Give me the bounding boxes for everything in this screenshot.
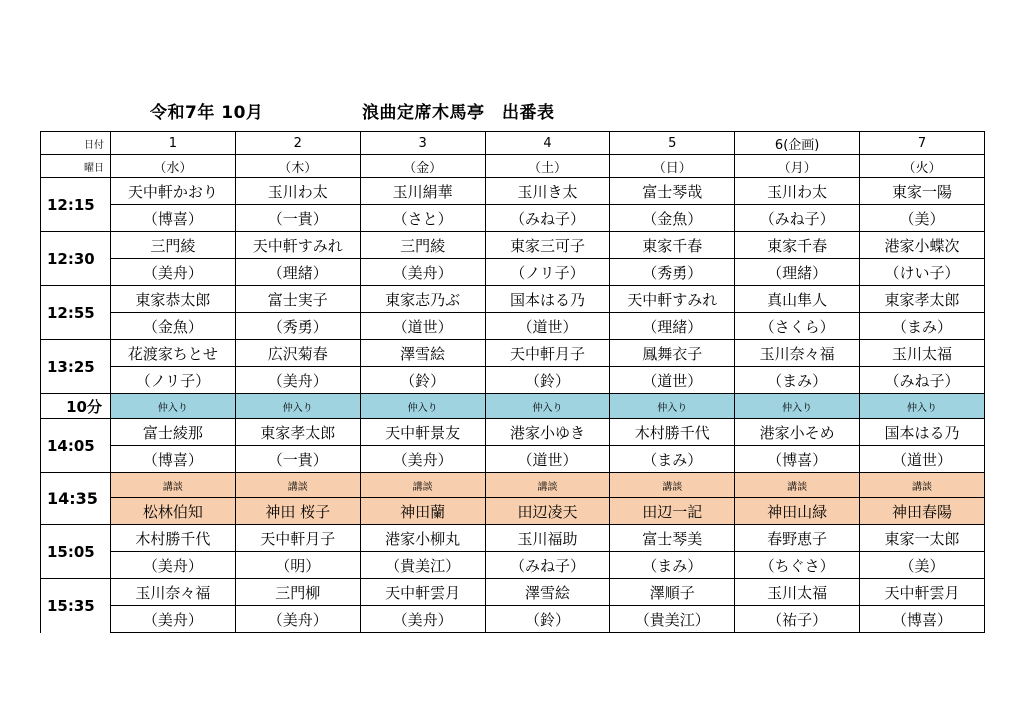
performer-name: 玉川太福 xyxy=(860,340,985,367)
date-cell: 2 xyxy=(235,132,360,155)
performer-name: 玉川絹華 xyxy=(360,178,485,205)
performer-name: 東家孝太郎 xyxy=(860,286,985,313)
accompanist-name: （明） xyxy=(235,552,360,579)
date-cell: 5 xyxy=(610,132,735,155)
kodan-label: 講談 xyxy=(111,473,236,498)
performer-name: 鳳舞衣子 xyxy=(610,340,735,367)
kodan-performer: 田辺一記 xyxy=(610,498,735,525)
kodan-performer: 神田春陽 xyxy=(860,498,985,525)
performer-name: 玉川奈々福 xyxy=(735,340,860,367)
intermission-cell: 仲入り xyxy=(735,394,860,419)
accompanist-name: （みね子） xyxy=(485,205,610,232)
intermission-label: 10分 xyxy=(41,394,111,419)
accompanist-name: （ノリ子） xyxy=(485,259,610,286)
accompanist-name: （美舟） xyxy=(360,606,485,633)
intermission-cell: 仲入り xyxy=(235,394,360,419)
accompanist-name: （まみ） xyxy=(735,367,860,394)
accompanist-name: （博喜） xyxy=(860,606,985,633)
accompanist-name: （美舟） xyxy=(360,446,485,473)
weekday-cell: （水） xyxy=(111,155,236,178)
accompanist-name: （美舟） xyxy=(111,259,236,286)
accompanist-name: （鈴） xyxy=(485,367,610,394)
kodan-label: 講談 xyxy=(235,473,360,498)
performer-name: 玉川わ太 xyxy=(235,178,360,205)
slot-row-names xyxy=(41,178,985,205)
accompanist-name: （みね子） xyxy=(485,552,610,579)
time-cell: 12:30 xyxy=(41,232,111,286)
performer-name: 天中軒月子 xyxy=(235,525,360,552)
weekday-cell: （日） xyxy=(610,155,735,178)
time-cell: 14:05 xyxy=(41,419,111,473)
performer-name: 澤雪絵 xyxy=(360,340,485,367)
accompanist-name: （貴美江） xyxy=(610,606,735,633)
performer-name: 天中軒かおり xyxy=(111,178,236,205)
slot-row-names xyxy=(41,286,985,313)
performer-name: 木村勝千代 xyxy=(111,525,236,552)
kodan-label: 講談 xyxy=(360,473,485,498)
weekday-cell: （月） xyxy=(735,155,860,178)
accompanist-name: （美） xyxy=(860,552,985,579)
accompanist-name: （道世） xyxy=(860,446,985,473)
accompanist-name: （博喜） xyxy=(111,446,236,473)
kodan-performer: 神田山緑 xyxy=(735,498,860,525)
accompanist-name: （ノリ子） xyxy=(111,367,236,394)
performer-name: 三門綾 xyxy=(111,232,236,259)
performer-name: 真山隼人 xyxy=(735,286,860,313)
kodan-row-names xyxy=(41,498,985,525)
kodan-performer: 田辺凌天 xyxy=(485,498,610,525)
accompanist-name: （さと） xyxy=(360,205,485,232)
time-cell: 12:55 xyxy=(41,286,111,340)
kodan-label: 講談 xyxy=(860,473,985,498)
performer-name: 玉川わ太 xyxy=(735,178,860,205)
performer-name: 春野恵子 xyxy=(735,525,860,552)
accompanist-name: （ちぐさ） xyxy=(735,552,860,579)
accompanist-name: （みね子） xyxy=(735,205,860,232)
accompanist-name: （理緒） xyxy=(610,313,735,340)
schedule-table xyxy=(40,131,985,633)
performer-name: 港家小ゆき xyxy=(485,419,610,446)
date-cell: 1 xyxy=(111,132,236,155)
accompanist-name: （美） xyxy=(860,205,985,232)
accompanist-name: （理緒） xyxy=(735,259,860,286)
accompanist-name: （理緒） xyxy=(235,259,360,286)
slot-row-names xyxy=(41,340,985,367)
performer-name: 東家千春 xyxy=(610,232,735,259)
performer-name: 東家孝太郎 xyxy=(235,419,360,446)
date-cell: 7 xyxy=(860,132,985,155)
intermission-row xyxy=(41,394,985,419)
performer-name: 三門柳 xyxy=(235,579,360,606)
intermission-cell: 仲入り xyxy=(360,394,485,419)
performer-name: 天中軒すみれ xyxy=(235,232,360,259)
date-cell: 4 xyxy=(485,132,610,155)
kodan-row-labels xyxy=(41,473,985,498)
accompanist-name: （一貴） xyxy=(235,446,360,473)
performer-name: 天中軒すみれ xyxy=(610,286,735,313)
performer-name: 東家千春 xyxy=(735,232,860,259)
accompanist-name: （鈴） xyxy=(485,606,610,633)
time-cell: 14:35 xyxy=(41,473,111,525)
slot-row-names xyxy=(41,232,985,259)
performer-name: 玉川太福 xyxy=(735,579,860,606)
date-cell: 6(企画) xyxy=(735,132,860,155)
accompanist-name: （貴美江） xyxy=(360,552,485,579)
time-cell: 13:25 xyxy=(41,340,111,394)
kodan-performer: 神田 桜子 xyxy=(235,498,360,525)
accompanist-name: （まみ） xyxy=(610,552,735,579)
weekday-label: 曜日 xyxy=(41,155,111,178)
slot-row-accompanist xyxy=(41,552,985,579)
performer-name: 東家志乃ぶ xyxy=(360,286,485,313)
performer-name: 澤雪絵 xyxy=(485,579,610,606)
performer-name: 天中軒景友 xyxy=(360,419,485,446)
accompanist-name: （みね子） xyxy=(860,367,985,394)
intermission-cell: 仲入り xyxy=(860,394,985,419)
performer-name: 木村勝千代 xyxy=(610,419,735,446)
performer-name: 東家一陽 xyxy=(860,178,985,205)
accompanist-name: （まみ） xyxy=(610,446,735,473)
accompanist-name: （美舟） xyxy=(111,606,236,633)
accompanist-name: （鈴） xyxy=(360,367,485,394)
performer-name: 富士琴美 xyxy=(610,525,735,552)
date-cell: 3 xyxy=(360,132,485,155)
slot-row-names xyxy=(41,525,985,552)
accompanist-name: （秀勇） xyxy=(610,259,735,286)
performer-name: 富士琴哉 xyxy=(610,178,735,205)
accompanist-name: （博喜） xyxy=(111,205,236,232)
performer-name: 富士綾那 xyxy=(111,419,236,446)
performer-name: 東家三可子 xyxy=(485,232,610,259)
accompanist-name: （道世） xyxy=(360,313,485,340)
accompanist-name: （さくら） xyxy=(735,313,860,340)
performer-name: 玉川奈々福 xyxy=(111,579,236,606)
accompanist-name: （美舟） xyxy=(111,552,236,579)
performer-name: 玉川福助 xyxy=(485,525,610,552)
weekday-cell: （火） xyxy=(860,155,985,178)
accompanist-name: （けい子） xyxy=(860,259,985,286)
performer-name: 東家恭太郎 xyxy=(111,286,236,313)
performer-name: 花渡家ちとせ xyxy=(111,340,236,367)
performer-name: 三門綾 xyxy=(360,232,485,259)
accompanist-name: （金魚） xyxy=(610,205,735,232)
accompanist-name: （一貴） xyxy=(235,205,360,232)
kodan-label: 講談 xyxy=(735,473,860,498)
month-title: 令和7年 10月 xyxy=(150,103,264,123)
accompanist-name: （金魚） xyxy=(111,313,236,340)
intermission-cell: 仲入り xyxy=(485,394,610,419)
accompanist-name: （道世） xyxy=(610,367,735,394)
accompanist-name: （まみ） xyxy=(860,313,985,340)
kodan-performer: 松林伯知 xyxy=(111,498,236,525)
slot-row-accompanist xyxy=(41,606,985,633)
slot-row-accompanist xyxy=(41,446,985,473)
accompanist-name: （美舟） xyxy=(235,367,360,394)
accompanist-name: （秀勇） xyxy=(235,313,360,340)
performer-name: 玉川き太 xyxy=(485,178,610,205)
weekday-cell: （金） xyxy=(360,155,485,178)
time-cell: 15:05 xyxy=(41,525,111,579)
weekday-cell: （木） xyxy=(235,155,360,178)
weekday-row xyxy=(41,155,985,178)
performer-name: 国本はる乃 xyxy=(860,419,985,446)
time-cell: 15:35 xyxy=(41,579,111,633)
accompanist-name: （博喜） xyxy=(735,446,860,473)
slot-row-accompanist xyxy=(41,205,985,232)
slot-row-accompanist xyxy=(41,259,985,286)
time-cell: 12:15 xyxy=(41,178,111,232)
slot-row-names xyxy=(41,419,985,446)
slot-row-accompanist xyxy=(41,313,985,340)
date-label: 日付 xyxy=(41,132,111,155)
kodan-label: 講談 xyxy=(485,473,610,498)
performer-name: 天中軒雲月 xyxy=(360,579,485,606)
performer-name: 澤順子 xyxy=(610,579,735,606)
accompanist-name: （道世） xyxy=(485,313,610,340)
kodan-performer: 神田蘭 xyxy=(360,498,485,525)
intermission-cell: 仲入り xyxy=(610,394,735,419)
accompanist-name: （祐子） xyxy=(735,606,860,633)
performer-name: 富士実子 xyxy=(235,286,360,313)
date-row xyxy=(41,132,985,155)
performer-name: 天中軒月子 xyxy=(485,340,610,367)
schedule-title: 浪曲定席木馬亭 出番表 xyxy=(362,103,555,123)
kodan-label: 講談 xyxy=(610,473,735,498)
performer-name: 天中軒雲月 xyxy=(860,579,985,606)
performer-name: 港家小そめ xyxy=(735,419,860,446)
intermission-cell: 仲入り xyxy=(111,394,236,419)
performer-name: 港家小柳丸 xyxy=(360,525,485,552)
performer-name: 東家一太郎 xyxy=(860,525,985,552)
accompanist-name: （美舟） xyxy=(235,606,360,633)
slot-row-names xyxy=(41,579,985,606)
slot-row-accompanist xyxy=(41,367,985,394)
performer-name: 港家小蝶次 xyxy=(860,232,985,259)
performer-name: 広沢菊春 xyxy=(235,340,360,367)
accompanist-name: （道世） xyxy=(485,446,610,473)
accompanist-name: （美舟） xyxy=(360,259,485,286)
weekday-cell: （土） xyxy=(485,155,610,178)
performer-name: 国本はる乃 xyxy=(485,286,610,313)
